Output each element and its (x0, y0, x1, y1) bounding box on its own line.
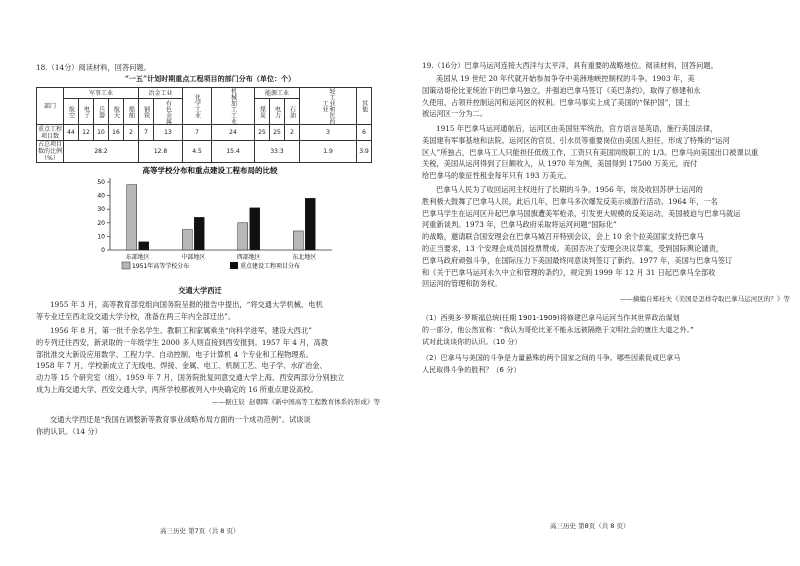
paragraph: 1955 年 3 月，高等教育部党组向国务院呈报的报告中提出，“将交通大学机械、电机 等专业迁至西北设交通大学分校，准备在两三年内全部迁出”。 (36, 300, 323, 321)
y-tick-label: 10 (97, 233, 105, 241)
x-category-label: 东部地区 (125, 254, 150, 261)
bar-series-2 (305, 198, 315, 250)
group-chemical: 化学工业 (183, 88, 212, 125)
bar-series-1 (293, 231, 303, 250)
table-cell: 3.9 (357, 141, 372, 163)
legend-label-1: 1951年高等学校分布 (132, 263, 190, 270)
question-18-heading: 18.（14分）阅读材料，回答问题。 (36, 63, 151, 72)
bar-series-1 (238, 223, 248, 250)
table-cell: 2 (285, 125, 300, 141)
table-cell: 12.8 (139, 141, 183, 163)
citation: ——据庄辰 赵朝晖《新中国高等工程教育体系的形成》等 (212, 398, 380, 406)
question-prompt: 交通大学西迁是“我国在调整新等教育事业战略布局方面的一个成功范例”。试谈谈 你的认识。（14 分） (36, 415, 311, 436)
page-footer: 高三历史 第8页（共 8 页） (550, 522, 630, 530)
x-category-label: 西部地区 (236, 254, 261, 261)
legend-swatch-1 (122, 262, 130, 269)
comparison-bar-chart (70, 164, 350, 282)
table-cell: 4.5 (183, 141, 212, 163)
right-page (400, 0, 800, 566)
y-tick-label: 20 (97, 219, 105, 227)
table-cell: 28.2 (64, 141, 139, 163)
sub-aviation: 航空 (64, 99, 79, 125)
bar-series-1 (127, 185, 137, 250)
question-19-heading: 19.（16分）巴拿马运河连接大西洋与太平洋，具有重要的战略地位。阅读材料，回答问题。 (422, 61, 718, 70)
x-category-label: 东北地区 (292, 254, 317, 261)
table-cell: 10 (94, 125, 109, 141)
table-cell: 1.9 (300, 141, 357, 163)
sub-question-2: （2）巴拿马与美国的斗争是力量悬殊的两个国家之间的斗争。哪些因素促成巴拿马 人民取得斗争的胜利？（6 分） (422, 354, 681, 374)
table-cell: 12 (79, 125, 94, 141)
sub-weapons: 兵器 (94, 99, 109, 125)
paragraph: 美国从 19 世纪 20 年代就开始参加争夺中美洲地峡控制权的斗争。1903 年，美 国策动哥伦比亚统治下的巴拿马独立，并强迫巴拿马签订《美巴条约》，取得了修建和永 久使用、占领并控制运河和运河区的权利。巴拿马事实上成了美国的“保护国”，国土 被运河区一分为二。 (422, 74, 701, 119)
table-cell: 7 (139, 125, 154, 141)
sub-power: 电力 (270, 99, 285, 125)
x-category-label: 中部地区 (181, 254, 206, 261)
paragraph: 巴拿马人民为了收回运河主权进行了长期的斗争。1956 年，埃及收回苏伊士运河的 胜利极大鼓舞了巴拿马人民，此后几年，巴拿马多次爆发反美示威游行活动。1964 年，一名 巴拿马学生在运河区升起巴拿马国旗遭美军枪杀，引发更大规模的反美运动，美国被迫与巴拿马就运 河重新谈判。1973 年，巴拿马政府采取将运河问题“国际化” 的战略，邀请联合国安理会在巴拿马城召开特别会议，会上 10 余个拉美国家支持巴拿马 的正当要求，13 个安理会成员国投票赞成。美国否决了安理会决议草案，受到国际舆论谴责， 巴拿马政府顽强斗争，在国际压力下美国最终同意谈判签订了新约。1977 年，美国与巴拿马签订 和《关于巴拿马运河永久中立和管理的条约》，规定到 1999 年 12 月 31 日起巴拿马全部收 回运河的管理和防务权。 (422, 185, 741, 289)
bar-series-1 (182, 230, 192, 250)
sub-shipbuilding: 船舶 (124, 99, 139, 125)
legend-swatch-2 (230, 262, 238, 269)
table-cell: 13 (154, 125, 183, 141)
row1-label: 重点工程项目数 (37, 125, 62, 140)
table-cell: 33.3 (255, 141, 300, 163)
group-military: 军事工业 (64, 88, 139, 99)
legend-label-2: 重点建设工程项目分布 (240, 263, 301, 270)
sub-question-1: （1）西奥多·罗斯福总统(任期 1901-1909)将修建巴拿马运河当作其世界政治谋划 的一部分，他公然宣称：“我认为哥伦比亚不能永远被隔绝于文明社会的康庄大道之外。” 试对此谈谈你的认识。（10 分） (422, 314, 694, 346)
sub-steel: 钢铁 (139, 99, 154, 125)
group-light-industry: 轻工业和医药工业 (300, 88, 357, 125)
table-cell: 44 (64, 125, 79, 141)
y-tick-label: 30 (97, 206, 105, 214)
group-machinery: 机械加工工业 (212, 88, 255, 125)
table-cell: 24 (212, 125, 255, 141)
y-tick-label: 0 (101, 247, 105, 254)
table-cell: 7 (183, 125, 212, 141)
section-title: 交通大学西迁 (178, 286, 222, 295)
table-cell: 25 (270, 125, 285, 141)
bar-series-2 (194, 217, 204, 250)
table-cell: 16 (109, 125, 124, 141)
sub-nonferrous: 有色金属 (154, 99, 183, 125)
sub-aerospace: 航天 (109, 99, 124, 125)
bar-series-2 (139, 242, 149, 250)
table-cell: 15.4 (212, 141, 255, 163)
citation: ——摘编自郑桂夫《美国是怎样夺取巴拿马运河区的？》等 (619, 295, 790, 303)
page-footer: 高三历史 第7页（共 8 页） (160, 527, 240, 535)
y-tick-label: 50 (97, 179, 105, 186)
chart-title: 高等学校分布和重点建设工程布局的比较 (142, 166, 278, 175)
table-cell: 2 (124, 125, 139, 141)
paragraph: 1956 年 8 月，第一批千余名学生、教职工和家属乘坐“向科学进军，建设大西北” 的专列迁往西安，新录取的一年级学生 2000 多人则直接到西安报到。1957 年 4 月，高教 部批准交大新设应用数学、工程力学、自动控制、电子计算机 4 个专业和工程物理系。 1958 年 7 月，学校新成立了无线电、焊接、金属、电工、机制工艺、电子学、水矿冶金、 动力等 15 个研究室（组）。1959 年 7 月，国务院批复同意交通大学上海、西安两部分分别独立 成为上海交通大学、西安交通大学，两所学校都被列入中央确定的 16 所重点建设高校。 (36, 326, 345, 394)
y-tick-label: 40 (97, 192, 105, 200)
table-cell: 25 (255, 125, 270, 141)
table-cell: 3 (300, 125, 357, 141)
sub-electronics: 电子 (79, 99, 94, 125)
table-cell: 6 (357, 125, 372, 141)
group-energy: 能源工业 (255, 88, 300, 99)
table-title: “一五”计划时期重点工程项目的部门分布（单位：个） (124, 74, 296, 83)
sub-oil: 石油 (285, 99, 300, 125)
group-other: 其他 (357, 88, 372, 125)
bar-series-2 (250, 208, 260, 250)
dept-header: 部门 (37, 88, 64, 125)
sub-coal: 煤炭 (255, 99, 270, 125)
project-distribution-table (36, 87, 372, 163)
row2-label: 占总项目数的比例（%） (37, 141, 62, 162)
paragraph: 1915 年巴拿马运河通航后，运河区由美国驻军统治，官方语言是英语，施行美国法律， 美国建有军事基地和法院。运河区的官员、引水员等重要岗位由美国人担任，形成了特殊的“运河 区人”所独占，巴拿马工人只能担任低级工作，工资只有美国同级职工的 1/3。巴拿马向美国出口被课以重 关税，美国从运河得到了巨额收入，从 1970 年为例，美国得到 17500 万美元，而付 给巴拿马的象征性租金每年只有 193 万美元。 (422, 124, 759, 181)
group-metallurgy: 冶金工业 (139, 88, 183, 99)
